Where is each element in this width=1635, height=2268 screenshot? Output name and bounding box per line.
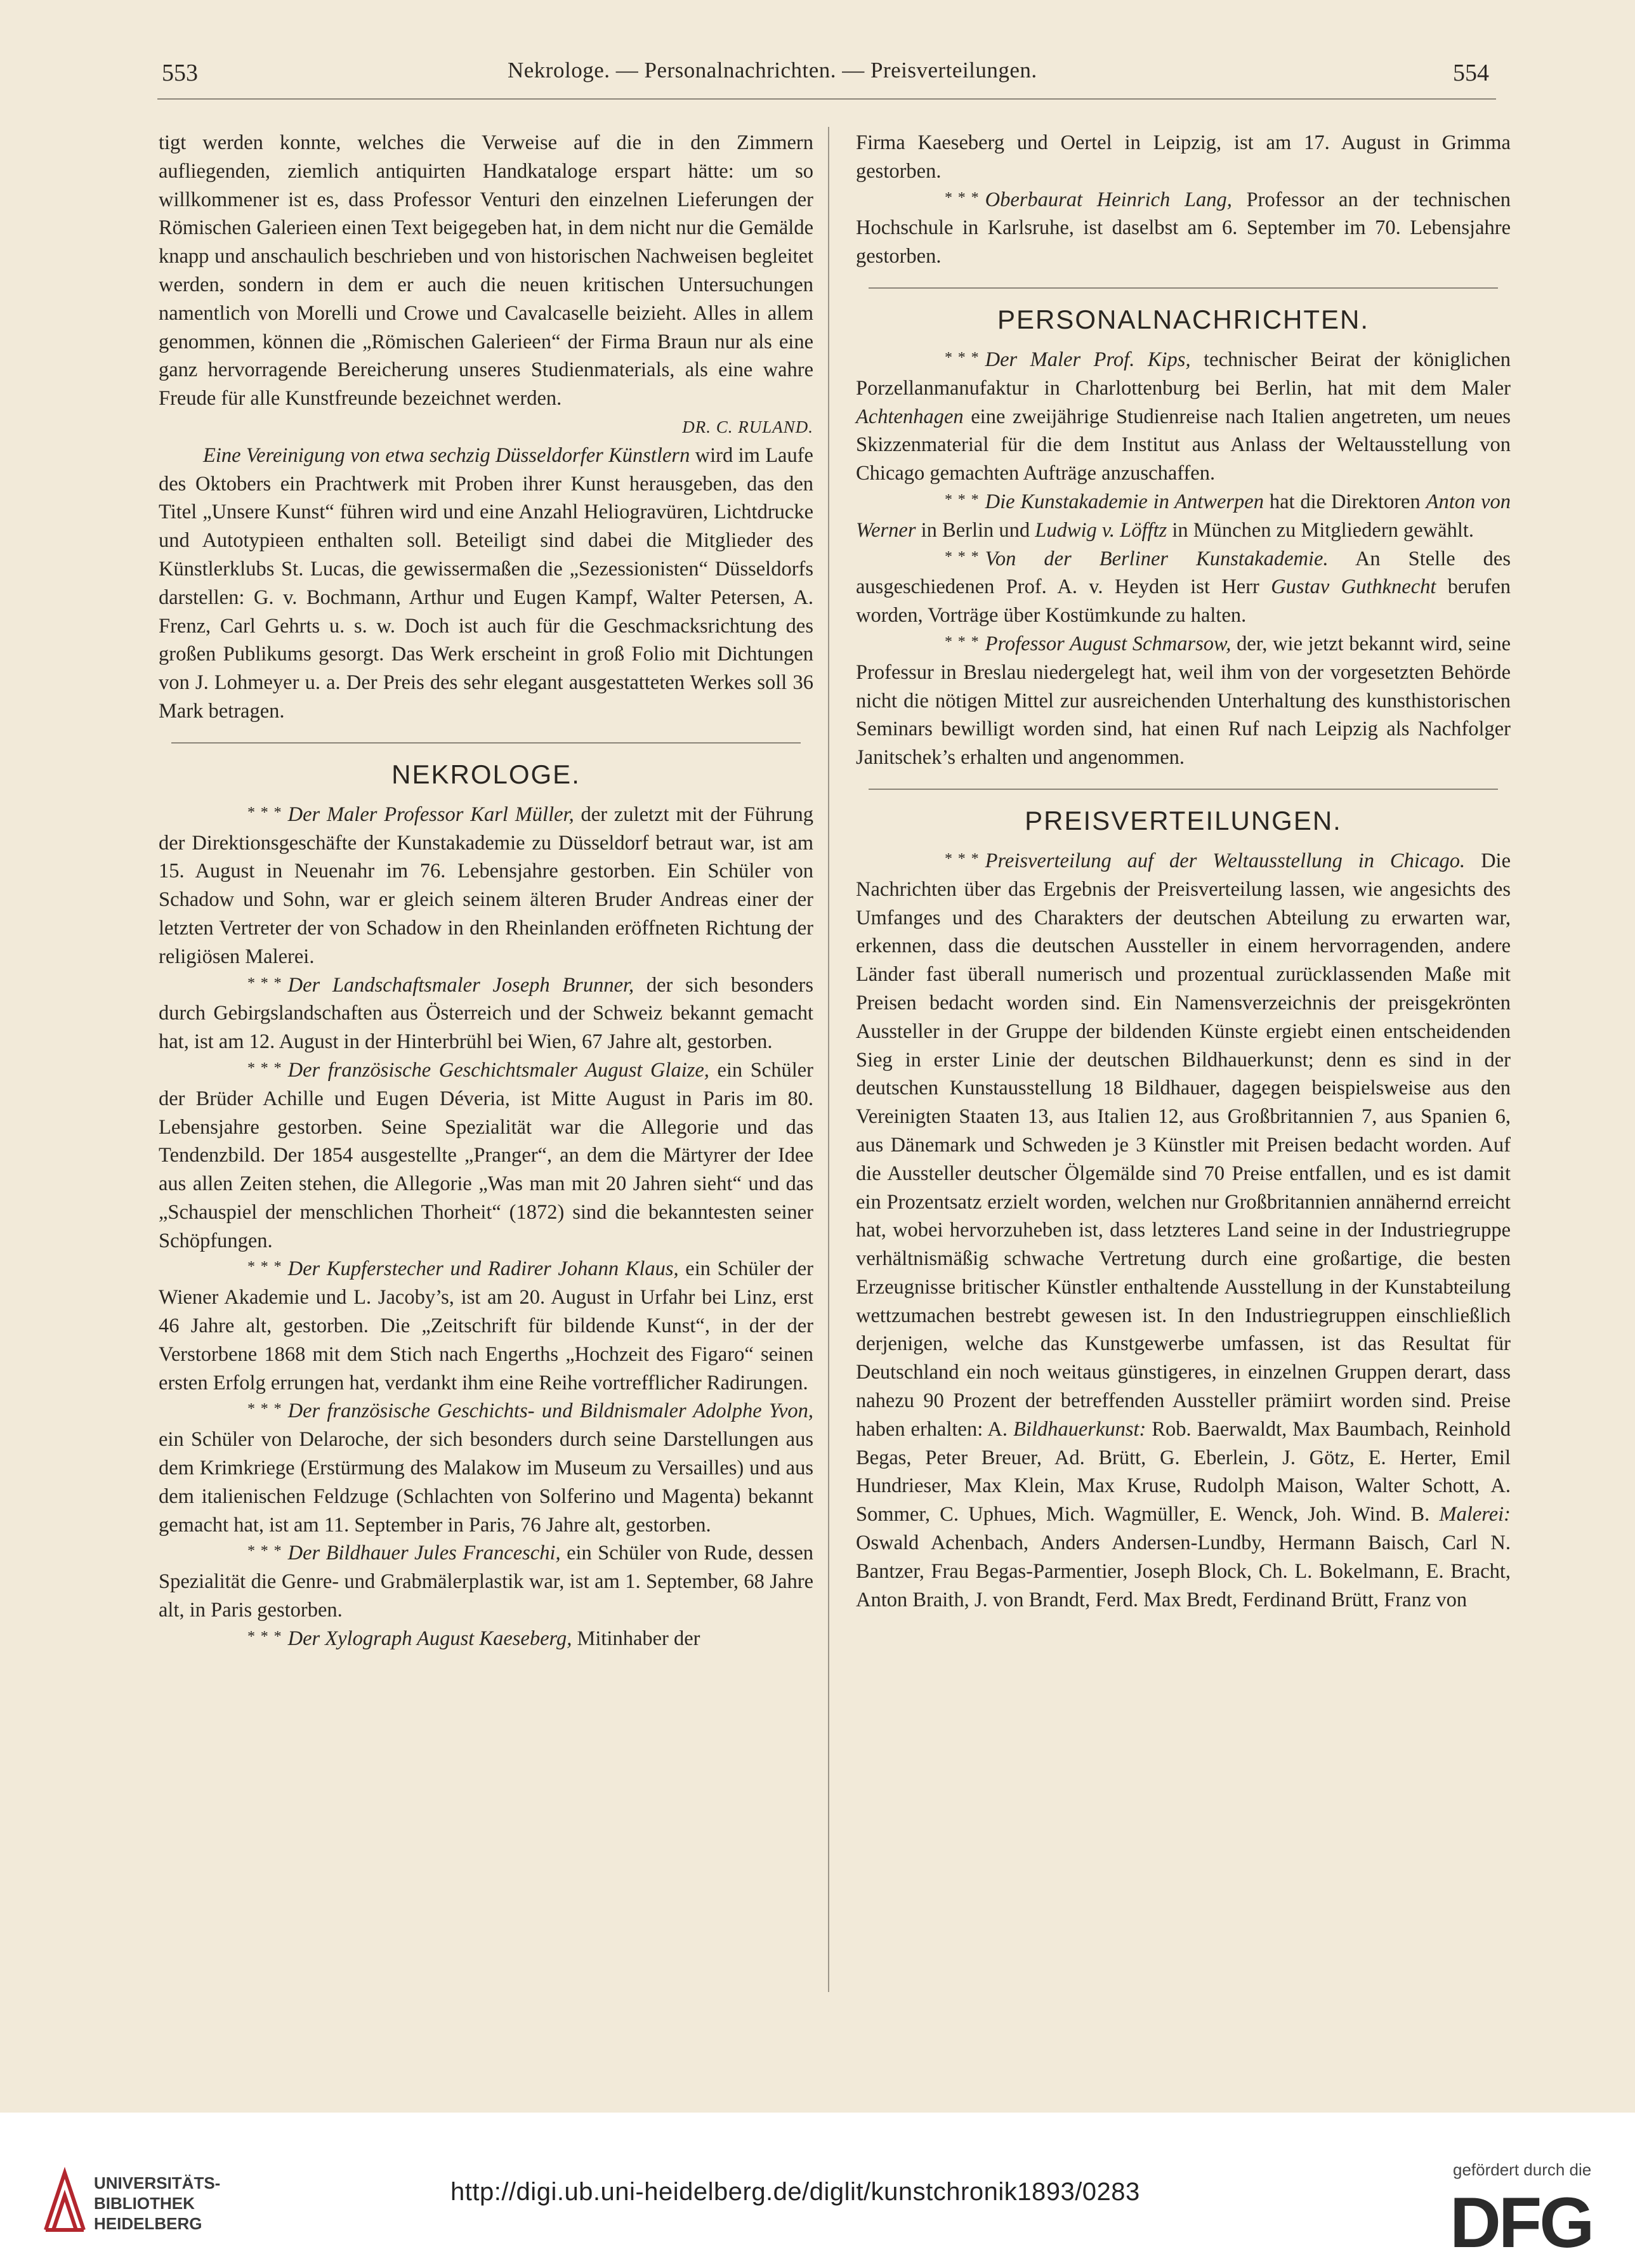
asterism-icon: * * * — [247, 1059, 283, 1077]
left-column — [159, 129, 813, 1653]
obituary-kaeseberg: * * * Der Xylograph August Kaeseberg, Mitinhaber der — [159, 1625, 813, 1653]
source-url-link[interactable]: http://digi.ub.uni-heidelberg.de/diglit/kunstchronik1893/0283 — [450, 2178, 1140, 2206]
section-rule — [869, 789, 1498, 790]
lead-italic: Eine Vereinigung von etwa sechzig Düsseldorfer Künstlern — [203, 443, 690, 467]
running-head: Nekrologe. — Personalnachrichten. — Preisverteilungen. — [508, 58, 1037, 82]
obituary-brunner: * * * Der Landschaftsmaler Joseph Brunner, der sich besonders durch Gebirgslandschaften aus Österreich und der Schweiz bekannt gemacht hat, ist am 12. August in der Hinterbrühl bei Wien, 67 Jahre alt, gestorben. — [159, 973, 813, 1054]
page-number-right: 554 — [1453, 60, 1489, 86]
obituary-lang: * * * Oberbaurat Heinrich Lang, Professor an der technischen Hochschule in Karlsruhe, ist daselbst am 6. September im 70. Lebensjahre gestorben. — [856, 188, 1511, 268]
personal-antwerpen: * * * Die Kunstakademie in Antwerpen hat die Direktoren Anton von Werner in Berlin und Ludwig v. Löfftz in München zu Mitgliedern gewählt. — [856, 490, 1511, 542]
column-divider — [828, 127, 829, 1992]
library-logo-icon — [39, 2166, 90, 2236]
section-rule — [869, 287, 1498, 289]
asterism-icon: * * * — [945, 349, 980, 366]
obituary-glaize: * * * Der französische Geschichtsmaler August Glaize, ein Schüler der Brüder Achille und Eugen Déveria, ist Mitte August in Paris im 80. Lebensjahre gestorben. Seine Spezialität war die Allegorie und das Tendenzbild. Der 1854 ausgestellte „Pranger“, an dem die Märtyrer der Idee aus allen Zeiten stehen, die Allegorie „Was man mit 20 Jahren sieht“ und das „Schauspiel der menschlichen Thorheit“ (1872) sind die bekanntesten seiner Schöpfungen. — [159, 1058, 814, 1252]
personal-kips: * * * Der Maler Prof. Kips, technischer Beirat der königlichen Porzellanmanufaktur in Charlottenburg bei Berlin, hat mit dem Maler Achtenhagen eine zweijährige Studienreise nach Italien angetreten, um neues Skizzenmaterial für die dem Institut aus Anlass der Weltausstellung von Chicago gemachten Aufträge anzuschaffen. — [856, 348, 1511, 485]
asterism-icon: * * * — [247, 974, 283, 992]
paragraph-continuation: tigt werden konnte, welches die Verweise auf die in den Zimmern aufliegenden, ziemlich antiquirten Handkataloge erspart hätte: um so willkommener ist es, dass Professor Venturi den einzelnen Lieferungen der Römischen Galerieen einen Text beigegeben hat, in dem nicht nur die Gemälde knapp und anschaulich beschrieben und von historischen Nachweisen begleitet werden, sondern in dem er auch die neuen kritischen Untersuchungen namentlich von Morelli und Crowe und Cavalcaselle beizieht. Alles in allem genommen, können die „Römischen Galerieen“ der Firma Braun nur als eine ganz hervorragende Bereicherung unseres Studienmaterials, als eine wahre Freude für alle Kunstfreunde bezeichnet werden. — [159, 131, 813, 410]
asterism-icon: * * * — [945, 189, 980, 206]
author-signature: DR. C. RULAND. — [682, 417, 813, 436]
paragraph-continuation-kaeseberg: Firma Kaeseberg und Oertel in Leipzig, ist am 17. August in Grimma gestorben. — [856, 131, 1511, 183]
section-title-nekrologe: NEKROLOGE. — [391, 759, 581, 789]
asterism-icon: * * * — [945, 491, 980, 508]
asterism-icon: * * * — [247, 1543, 283, 1560]
section-title-personalnachrichten: PERSONALNACHRICHTEN. — [997, 304, 1370, 334]
personal-berlin: * * * Von der Berliner Kunstakademie. An Stelle des ausgeschiedenen Prof. A. v. Heyden ist Herr Gustav Guthknecht berufen worden, Vorträge über Kostümkunde zu halten. — [856, 547, 1511, 627]
right-column — [856, 129, 1511, 1614]
section-rule — [171, 742, 801, 744]
personal-schmarsow: * * * Professor August Schmarsow, der, wie jetzt bekannt wird, seine Professur in Breslau niedergelegt hat, weil ihm von der vorgesetzten Behörde nicht die nötigen Mittel zur ausreichenden Unterhaltung des kunsthistorischen Seminars bewilligt worden sind, hat einen Ruf nach Leipzig als Nachfolger Janitschek’s erhalten und angenommen. — [856, 632, 1511, 770]
section-title-preisverteilungen: PREISVERTEILUNGEN. — [1025, 805, 1342, 836]
asterism-icon: * * * — [945, 850, 980, 867]
obituary-mueller: * * * Der Maler Professor Karl Müller, der zuletzt mit der Führung der Direktionsgeschäfte der Kunstakademie zu Düsseldorf betraut war, ist am 15. August in Neuenahr im 76. Lebensjahre gestorben. Ein Schüler von Schadow und Sohn, war er gleich seinem älteren Bruder Andreas einer der letzten Vertreter der von Schadow in den Rheinlanden eröffneten Richtung der religiösen Malerei. — [159, 803, 813, 968]
asterism-icon: * * * — [247, 1401, 283, 1418]
header-rule — [157, 98, 1496, 100]
asterism-icon: * * * — [945, 548, 980, 565]
paragraph-vereinigung: Eine Vereinigung von etwa sechzig Düsseldorfer Künstlern wird im Laufe des Oktobers ein Prachtwerk mit Proben ihrer Kunst herausgeben, das den Titel „Unsere Kunst“ führen wird und eine Anzahl Heliogravüren, Lichtdrucke und Autotypieen enthalten soll. Beteiligt sind dabei die Mitglieder des Künstlerklubs St. Lucas, die gewissermaßen die „Sezessionisten“ Düsseldorfs darstellen: G. v. Bochmann, Arthur und Eugen Kampf, Walter Petersen, A. Frenz, Carl Gehrts u. s. w. Doch ist auch für die Geschmacksrichtung des großen Publikums gesorgt. Das Werk erscheint in groß Folio mit Dichtungen von J. Lohmeyer u. a. Der Preis des sehr elegant ausgestatteten Werkes soll 36 Mark betragen. — [159, 443, 813, 723]
page-number-left: 553 — [162, 60, 198, 86]
library-name: UNIVERSITÄTS- BIBLIOTHEK HEIDELBERG — [94, 2173, 221, 2233]
asterism-icon: * * * — [247, 1628, 283, 1645]
asterism-icon: * * * — [945, 633, 980, 650]
obituary-franceschi: * * * Der Bildhauer Jules Franceschi, ein Schüler von Rude, dessen Spezialität die Genre- und Grabmälerplastik war, ist am 1. September, 68 Jahre alt, in Paris gestorben. — [159, 1542, 813, 1622]
obituary-yvon: * * * Der französische Geschichts- und Bildnismaler Adolphe Yvon, ein Schüler von Delaroche, der sich besonders durch seine Darstellungen aus dem Krimkriege (Erstürmung des Malakow im Museum zu Versailles) und aus dem italienischen Feldzuge (Schlachten von Solferino und Magenta) bekannt gemacht hat, ist am 11. September in Paris, 76 Jahre alt, gestorben. — [159, 1399, 813, 1537]
obituary-klaus: * * * Der Kupferstecher und Radirer Johann Klaus, ein Schüler der Wiener Akademie und L. Jacoby’s, ist am 20. August in Urfahr bei Linz, erst 46 Jahre alt, gestorben. Die „Zeitschrift für bildende Kunst“, in der der Verstorbene 1868 mit dem Stich nach Engerths „Hochzeit des Figaro“ seinen ersten Erfolg errungen hat, verdankt ihm eine Reihe vortrefflicher Radirungen. — [159, 1257, 813, 1394]
funded-by-label: gefördert durch die — [1453, 2160, 1592, 2179]
asterism-icon: * * * — [247, 1259, 283, 1276]
prize-chicago: * * * Preisverteilung auf der Weltausstellung in Chicago. Die Nachrichten über das Ergebnis der Preisverteilung lassen, wie angesichts des Umfanges und des Charakters der deutschen Abteilung zu erwarten war, erkennen, dass die deutschen Aussteller in einem hervorragenden, andere Länder fast überall numerisch und prozentual zurücklassenden Maße mit Preisen bedacht worden sind. Ein Namensverzeichnis der preisgekrönten Aussteller in der Gruppe der bildenden Künste ergiebt einen entscheidenden Sieg in erster Linie der deutschen Bildhauerkunst; denn es sind in der deutschen Kunstausstellung 18 Bildhauer, dagegen beispielsweise aus den Vereinigten Staaten 13, aus Italien 12, aus Großbritannien 7, aus Spanien 6, aus Dänemark und Schweden je 3 Künstler mit Preisen bedacht worden. Auf die Aussteller deutscher Ölgemälde sind 70 Preise entfallen, und es ist damit ein Prozentsatz erzielt worden, welchen nur Großbritannien annähernd erreicht hat, wobei hervorzuheben ist, dass letzteres Land seine in der Industriegruppe verhältnismäßig schwache Vertretung durch eine großartige, die besten Erzeugnisse britischer Künstler enthaltende Ausstellung in der Kunstabteilung wettzumachen bestrebt gewesen ist. In den Industriegruppen einschließlich derjenigen, welche das Kunstgewerbe umfassen, ist das Resultat für Deutschland ein noch weitaus günstigeres, in einzelnen Gruppen derart, dass nahezu 90 Prozent der betreffenden Aussteller prämiirt worden sind. Preise haben erhalten: A. Bildhauerkunst: Rob. Baerwaldt, Max Baumbach, Reinhold Begas, Peter Breuer, Ad. Brütt, G. Eberlein, J. Götz, E. Herter, Emil Hundrieser, Max Klein, Max Kruse, Rudolph Maison, Walter Schott, A. Sommer, C. Uphues, Mich. Wagmüller, E. Wenck, Joh. Wind. B. Malerei: Oswald Achenbach, Anders Andersen-Lundby, Hermann Baisch, Carl N. Bantzer, Frau Begas-Parmentier, Joseph Block, Ch. L. Bokelmann, E. Bracht, Anton Braith, J. von Brandt, Ferd. Max Bredt, Ferdinand Brütt, Franz von — [856, 849, 1511, 1611]
dfg-logo: DFG — [1450, 2183, 1592, 2262]
asterism-icon: * * * — [247, 804, 283, 821]
